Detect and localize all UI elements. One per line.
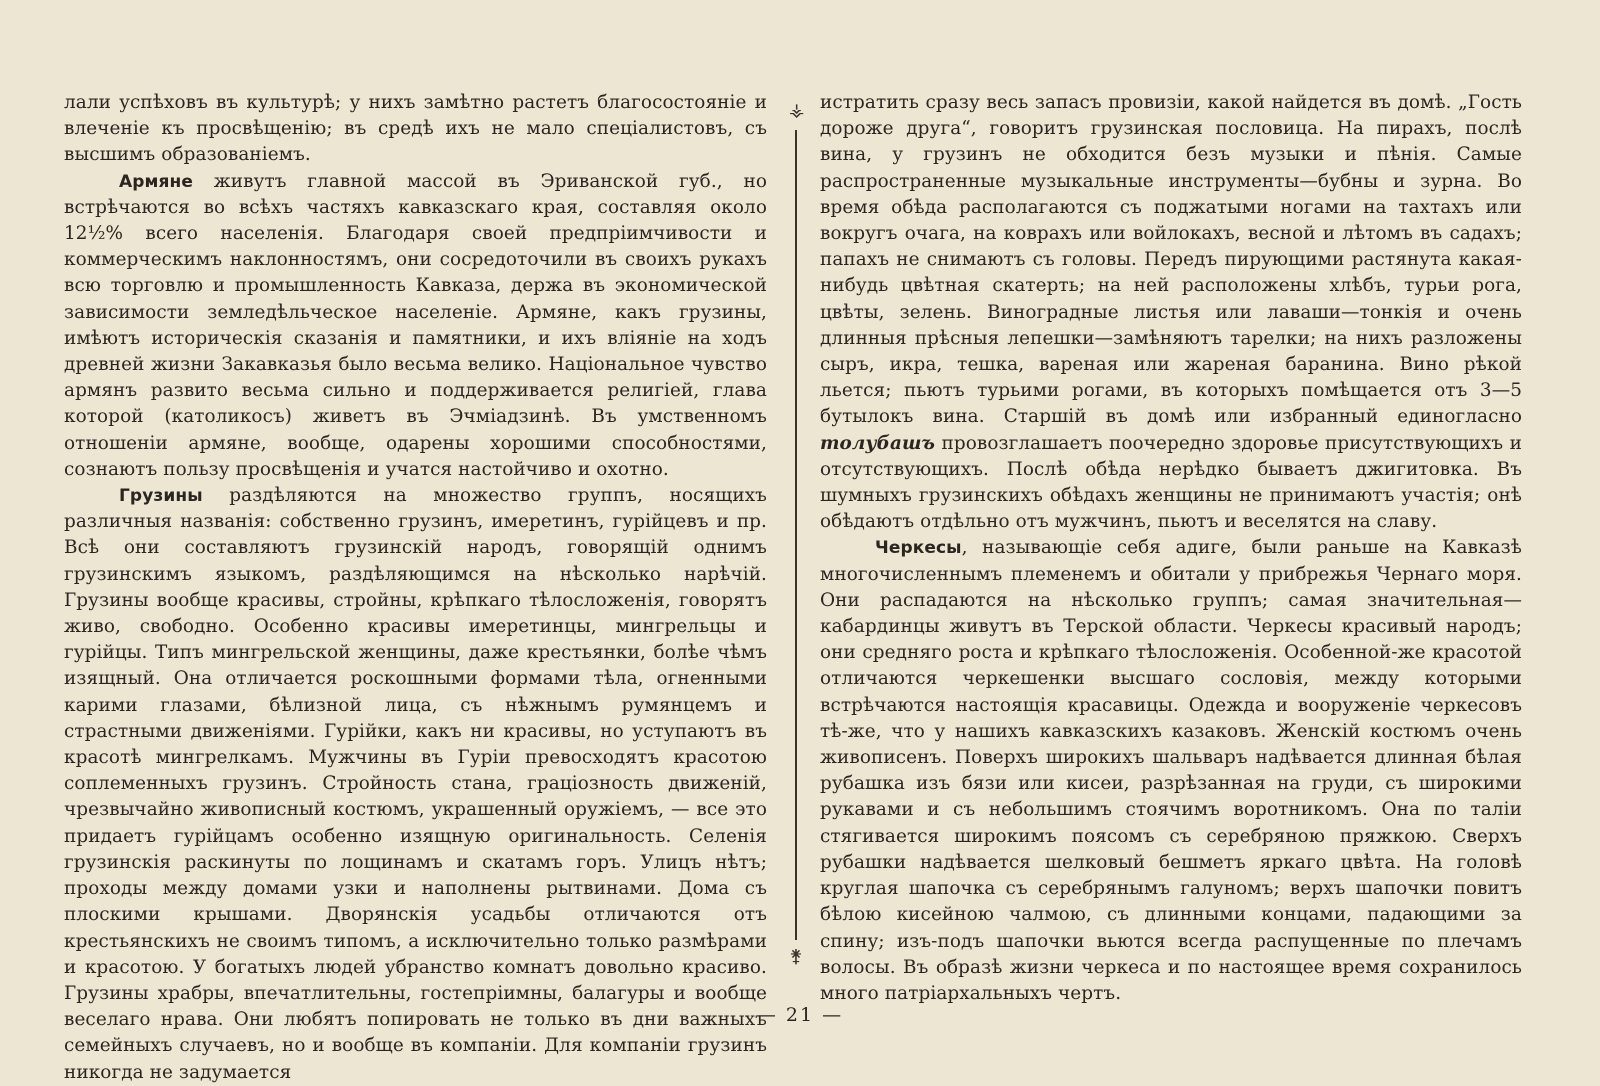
right-column xyxy=(820,90,1522,1007)
term-circassians: Черкесы xyxy=(875,538,962,559)
armenians-text: живутъ главной массой въ Эриванской губ., но встрѣчаются во всѣхъ частяхъ кавказскаго края, составляя около 12½% всего населенія. Благодаря своей предпріимчивости и коммерческимъ наклонностямъ, они сосредоточили въ своихъ рукахъ всю торговлю и промышленность Кавказа, держа въ экономической зависимости земледѣльческое населеніе. Армяне, какъ грузины, имѣютъ историческія сказанія и памятники, и ихъ вліяніе на ходъ древней жизни Закавказья было весьма велико. Національное чувство армянъ развито весьма сильно и поддерживается религіей, глава которой (католикосъ) живетъ въ Эчміадзинѣ. Въ умственномъ отношеніи армяне, вообще, одарены хорошими способностями, сознаютъ пользу просвѣщенія и учатся настойчиво и охотно. xyxy=(64,170,767,480)
left-paragraph-georgians xyxy=(64,483,767,1086)
term-armenians: Армяне xyxy=(119,171,194,192)
term-georgians: Грузины xyxy=(119,486,203,507)
left-paragraph-1: лали успѣховъ въ культурѣ; у нихъ замѣтно растетъ благосостояніе и влеченіе къ просвѣщенію; въ средѣ ихъ не мало спеціалистовъ, съ высшимъ образованіемъ. xyxy=(64,92,767,166)
term-tolubash: толубашъ xyxy=(820,432,936,454)
left-paragraph-armenians xyxy=(64,169,767,483)
divider-top-ornament-icon: ⚶ xyxy=(789,100,805,121)
right-paragraph-circassians xyxy=(820,535,1522,1007)
divider-rule xyxy=(795,130,797,940)
column-divider xyxy=(789,100,803,970)
feast-text-b: провозглашаетъ поочередно здоровье присутствующихъ и отсутствующихъ. Послѣ обѣда нерѣдко бываетъ джигитовка. Въ шумныхъ грузинскихъ обѣдахъ женщины не принимаютъ участія; онѣ обѣдаютъ отдѣльно отъ мужчинъ, пьютъ и веселятся на славу. xyxy=(820,432,1522,533)
left-column xyxy=(64,90,767,1086)
georgians-text: раздѣляются на множество группъ, носящихъ различныя названія: собственно грузинъ, имеретинъ, гурійцевъ и пр. Всѣ они составляютъ грузинскій народъ, говорящій однимъ грузинскимъ языкомъ, раздѣляющимся на нѣсколько нарѣчій. Грузины вообще красивы, стройны, крѣпкаго тѣлосложенія, говорятъ живо, свободно. Особенно красивы имеретинцы, мингрельцы и гурійцы. Типъ мингрельской женщины, даже крестьянки, болѣе чѣмъ изящный. Она отличается роскошными формами тѣла, огненными карими глазами, бѣлизной лица, съ нѣжнымъ румянцемъ и страстными движеніями. Гурійки, какъ ни красивы, но уступаютъ въ красотѣ мингрелкамъ. Мужчины въ Гуріи превосходятъ красотою соплеменныхъ грузинъ. Стройность стана, граціозность движеній, чрезвычайно живописный костюмъ, украшенный оружіемъ, — все это придаетъ гурійцамъ особенно изящную оригинальность. Селенія грузинскія раскинуты по лощинамъ и скатамъ горъ. Улицъ нѣтъ; проходы между домами узки и наполнены рытвинами. Дома съ плоскими крышами. Дворянскія усадьбы отличаются отъ крестьянскихъ не своимъ типомъ, а исключительно только размѣрами и красотою. У богатыхъ людей убранство комнатъ довольно красиво. Грузины храбры, впечатлительны, гостепріимны, балагуры и вообще веселаго нрава. Они любятъ попировать не только въ дни важныхъ семейныхъ случаевъ, но и вообще въ компаніи. Для компаніи грузинъ никогда не задумается xyxy=(64,485,767,1083)
page-number: — 21 — xyxy=(756,1004,844,1026)
divider-bottom-ornament-icon: ⚵ xyxy=(789,946,803,967)
feast-text-a: истратить сразу весь запасъ провизіи, какой найдется въ домѣ. „Гость дороже друга“, говоритъ грузинская пословица. На пирахъ, послѣ вина, у грузинъ не обходится безъ музыки и пѣнія. Самые распространенные музыкальные инструменты—бубны и зурна. Во время обѣда располагаются съ поджатыми ногами на тахтахъ или вокругъ очага, на коврахъ или войлокахъ, весной и лѣтомъ въ садахъ; папахъ не снимаютъ съ головы. Передъ пирующими растянута какая-нибудь цвѣтная скатерть; на ней расположены хлѣбъ, турьи рога, цвѣты, зелень. Виноградные листья или лаваши—тонкія и очень длинныя прѣсныя лепешки—замѣняютъ тарелки; на нихъ разложены сыръ, икра, тешка, вареная или жареная баранина. Вино рѣкой льется; пьютъ турьими рогами, въ которыхъ помѣщается отъ 3—5 бутылокъ вина. Старшій въ домѣ или избранный единогласно xyxy=(820,92,1522,428)
right-paragraph-1 xyxy=(820,90,1522,535)
circassians-text: , называющіе себя адиге, были раньше на Кавказѣ многочисленнымъ племенемъ и обитали у прибрежья Чернаго моря. Они распадаются на нѣсколько группъ; самая значительная—кабардинцы живутъ въ Терской области. Черкесы красивый народъ; они средняго роста и крѣпкаго тѣлосложенія. Особенной-же красотой отличаются черкешенки высшаго сословія, между которыми встрѣчаются настоящія красавицы. Одежда и вооруженіе черкесовъ тѣ-же, что у нашихъ кавказскихъ казаковъ. Женскій костюмъ очень живописенъ. Поверхъ широкихъ шальваръ надѣвается длинная бѣлая рубашка изъ бязи или кисеи, разрѣзанная на груди, съ широкими рукавами и съ небольшимъ стоячимъ воротникомъ. Она по таліи стягивается широкимъ поясомъ съ серебряною пряжкою. Сверхъ рубашки надѣвается шелковый бешметъ яркаго цвѣта. На головѣ круглая шапочка съ серебрянымъ галуномъ; верхъ шапочки повитъ бѣлою кисейною чалмою, съ длинными концами, падающими за спину; изъ-подъ шапочки вьются всегда распущенные по плечамъ волосы. Въ образѣ жизни черкеса и по настоящее время сохранилось много патріархальныхъ чертъ. xyxy=(820,537,1522,1004)
